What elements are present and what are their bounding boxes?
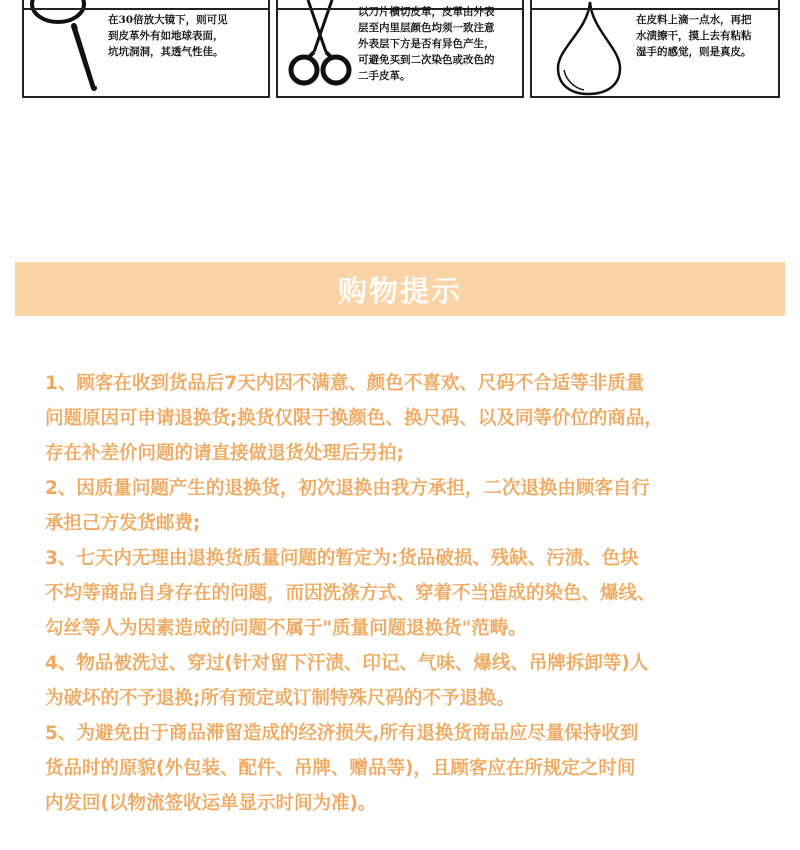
magnifier-text: 在30倍放大镜下，则可见 到皮革外有如地球表面， 坑坑洞洞，其透气性佳。 bbox=[108, 14, 228, 58]
notice-item: 5、为避免由于商品滞留造成的经济损失,所有退换货商品应尽量保持收到 货品时的原貌(外包装、配件、吊牌、赠品等)，且顾客应在所规定之时间 内发回(以物流签收运单显示时间为准)。 bbox=[45, 723, 639, 814]
shopping-notice bbox=[45, 366, 785, 821]
cut-test-panel bbox=[276, 0, 524, 98]
water-test-text: 在皮料上滴一点水，再把 水渍擦干，摸上去有粘粘 湿手的感觉，则是真皮。 bbox=[636, 14, 752, 58]
panel-top-rule bbox=[532, 8, 778, 10]
notice-item: 2、因质量问题产生的退换货，初次退换由我方承担，二次退换由顾客自行 承担己方发货邮费; bbox=[45, 478, 650, 534]
shopping-tips-banner bbox=[15, 262, 785, 316]
panel-top-rule bbox=[24, 8, 268, 10]
water-test-panel bbox=[530, 0, 780, 98]
notice-item: 1、顾客在收到货品后7天内因不满意、颜色不喜欢、尺码不合适等非质量 问题原因可申请退换货;换货仅限于换颜色、换尺码、以及同等价位的商品， 存在补差价问题的请直接做退货处理后另拍; bbox=[45, 373, 663, 464]
magnifier-panel bbox=[22, 0, 270, 98]
notice-item: 3、七天内无理由退换货质量问题的暂定为:货品破损、残缺、污渍、色块 不均等商品自身存在的问题，而因洗涤方式、穿着不当造成的染色、爆线、 勾丝等人为因素造成的问题不属于"质量问题退换货"范畴。 bbox=[45, 548, 656, 639]
water-drop-icon bbox=[544, 0, 644, 98]
cut-test-text: 以刀片横切皮革，皮革由外表 层至内里层颜色均须一致注意 外表层下方是否有异色产生， 可避免买到二次染色或改色的 二手皮革。 bbox=[358, 6, 495, 82]
magnifier-icon bbox=[24, 0, 104, 98]
scissors-icon bbox=[280, 0, 360, 98]
notice-item: 4、物品被洗过、穿过(针对留下汗渍、印记、气味、爆线、吊牌拆卸等)人 为破坏的不予退换;所有预定或订制特殊尺码的不予退换。 bbox=[45, 653, 649, 709]
banner-title: 购物提示 bbox=[337, 273, 462, 308]
